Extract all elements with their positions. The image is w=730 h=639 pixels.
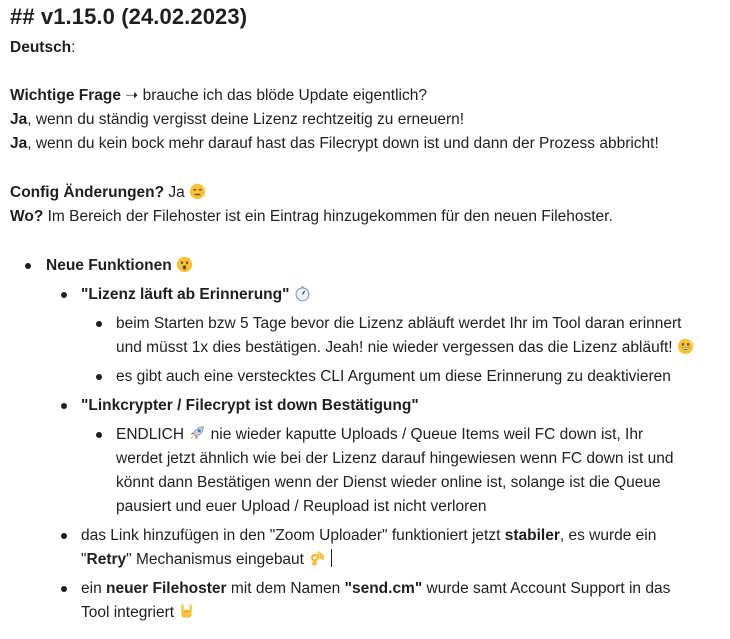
question-text: brauche ich das blöde Update eigentlich?	[138, 87, 427, 104]
hoster-line-2-text: Tool integriert	[81, 604, 175, 621]
grinning-face-icon	[677, 338, 694, 355]
license-reminder-detail-text: und müsst 1x dies bestätigen. Jeah! nie wieder vergessen das die Lizenz abläuft!	[116, 339, 673, 356]
where-line	[10, 205, 613, 229]
hoster-bold-name: "send.cm"	[344, 580, 423, 597]
config-line	[10, 181, 206, 205]
bullet-dot	[61, 292, 67, 298]
bullet-dot	[96, 374, 102, 380]
answer-line-1	[10, 108, 464, 132]
linkcrypter-detail-line-3: könnt dann Bestätigen wenn der Dienst wieder online ist, solange ist die Queue	[116, 474, 661, 491]
hoster-text-post: wurde samt Account Support in das	[422, 580, 671, 597]
linkcrypter-detail-word: ENDLICH	[116, 426, 185, 443]
new-features-item	[46, 254, 193, 278]
license-reminder-item	[81, 283, 311, 307]
answer-1-text: , wenn du ständig vergisst deine Lizenz rechtzeitig zu erneuern!	[27, 111, 465, 128]
linkcrypter-item	[81, 394, 419, 418]
stopwatch-icon	[294, 285, 311, 302]
question-line	[10, 84, 427, 108]
bullet-dot	[96, 432, 102, 438]
new-features-label: Neue Funktionen	[46, 257, 172, 274]
zoom-bold-stabiler: stabiler	[504, 527, 560, 544]
zoom-bold-retry: Retry	[86, 551, 127, 568]
bullet-dot	[61, 533, 67, 539]
bullet-dot	[61, 586, 67, 592]
linkcrypter-detail-line-4: pausiert und euer Upload / Reupload ist nicht verloren	[116, 498, 487, 515]
hoster-text-pre: ein	[81, 580, 106, 597]
arrow-icon: ➝	[125, 87, 139, 104]
answer-2-text: , wenn du kein bock mehr darauf hast das Filecrypt down ist und dann der Prozess abbricht!	[27, 135, 659, 152]
hoster-bold-new: neuer Filehoster	[106, 580, 227, 597]
ok-hand-icon	[308, 550, 325, 567]
zoom-mechanism-text: " Mechanismus eingebaut	[126, 551, 304, 568]
bullet-dot	[61, 403, 67, 409]
hushed-face-icon	[176, 256, 193, 273]
license-reminder-detail-line-1: beim Starten bzw 5 Tage bevor die Lizenz abläuft werdet Ihr im Tool daran erinnert	[116, 315, 682, 332]
zoom-text-pre: das Link hinzufügen in den "Zoom Uploader" funktioniert jetzt	[81, 527, 505, 544]
linkcrypter-detail-line-2: werdet jetzt ähnlich wie bei der Lizenz darauf hingewiesen wenn FC down ist und	[116, 450, 674, 467]
hoster-text-mid: mit dem Namen	[226, 580, 345, 597]
cli-argument-item: es gibt auch eine verstecktes CLI Argument um diese Erinnerung zu deaktivieren	[116, 368, 671, 385]
language-line	[10, 36, 75, 60]
answer-1-label: Ja	[10, 111, 28, 128]
rocket-icon	[188, 424, 206, 442]
language-colon: :	[71, 39, 76, 56]
license-reminder-detail-line-2	[116, 336, 694, 360]
answer-line-2	[10, 132, 659, 156]
zoom-text-post: , es wurde ein	[559, 527, 657, 544]
question-label: Wichtige Frage	[10, 87, 121, 104]
config-label: Config Änderungen?	[10, 184, 165, 201]
answer-2-label: Ja	[10, 135, 28, 152]
zoom-uploader-line-2	[81, 548, 332, 572]
config-text: Ja	[164, 184, 185, 201]
new-hoster-line-2	[81, 601, 195, 625]
license-reminder-title: "Lizenz läuft ab Erinnerung"	[81, 286, 290, 303]
language-label: Deutsch	[10, 39, 72, 56]
linkcrypter-detail-line-1	[116, 423, 643, 447]
zoom-quote-open: "	[81, 551, 87, 568]
where-text: Im Bereich der Filehoster ist ein Eintrag hinzugekommen für den neuen Filehoster.	[43, 208, 613, 225]
linkcrypter-title: "Linkcrypter / Filecrypt ist down Bestätigung"	[81, 397, 419, 414]
bullet-dot	[96, 321, 102, 327]
bullet-dot	[25, 263, 31, 269]
text-cursor	[331, 549, 332, 567]
version-heading: ## v1.15.0 (24.02.2023)	[10, 4, 248, 29]
expressionless-face-icon	[189, 183, 206, 200]
sign-of-the-horns-icon	[178, 603, 195, 620]
linkcrypter-detail-text-1: nie wieder kaputte Uploads / Queue Items weil FC down ist, Ihr	[206, 426, 644, 443]
zoom-uploader-line-1	[81, 524, 656, 548]
where-label: Wo?	[10, 208, 44, 225]
new-hoster-line-1	[81, 577, 670, 601]
